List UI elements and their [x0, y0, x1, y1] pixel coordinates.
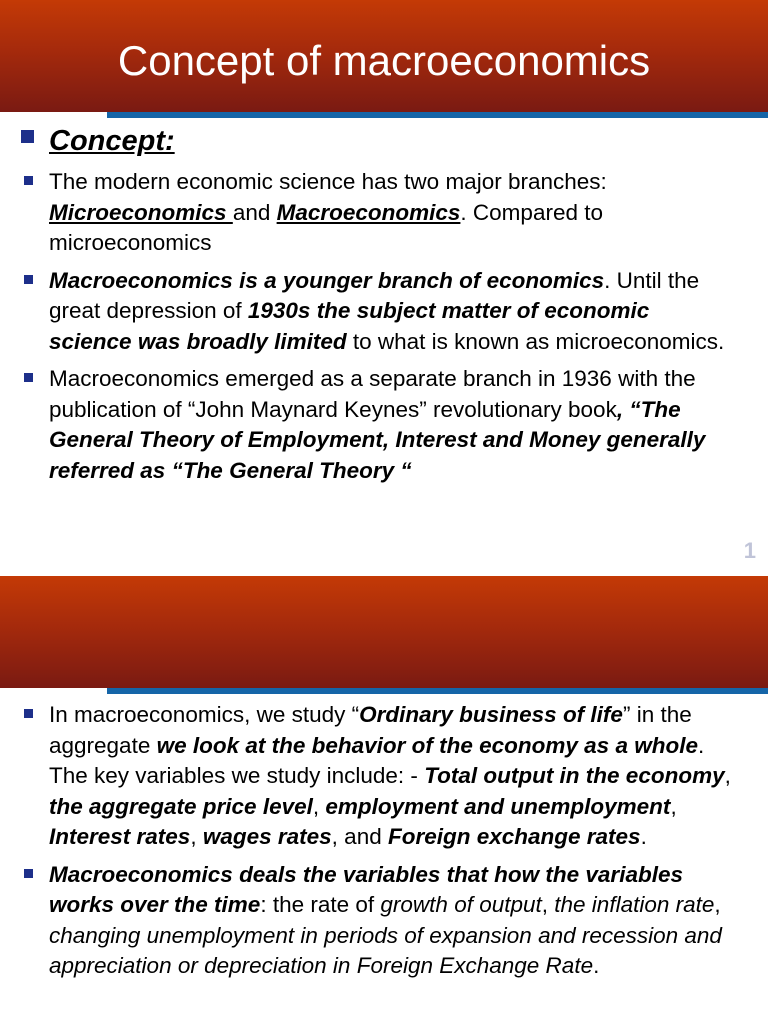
- bullet-item: [0, 167, 768, 259]
- text-run: ,: [190, 824, 203, 849]
- text-run: .: [640, 824, 647, 849]
- text-run: changing unemployment in periods of expansion and recession and appreciation or depreciation in Foreign Exchange Rate: [49, 922, 722, 978]
- slide-2: [0, 576, 768, 1024]
- square-bullet-icon: [24, 709, 33, 718]
- text-run: the inflation rate: [554, 892, 715, 917]
- text-run: , and: [331, 824, 388, 849]
- bullet-text: [49, 364, 732, 486]
- text-run: Foreign exchange rates: [387, 824, 641, 849]
- bullet-item: [0, 364, 768, 486]
- slide-content: [0, 122, 768, 493]
- header-rule: [107, 688, 768, 694]
- text-run: ,: [724, 763, 731, 788]
- bullet-text: [49, 266, 732, 358]
- text-run: 1930s the subject matter of economic science was broadly limited: [49, 298, 650, 354]
- bullet-item: [0, 266, 768, 358]
- bullet-text: [49, 167, 732, 259]
- text-run: ” in the aggregate: [49, 702, 692, 758]
- text-run: and: [232, 199, 277, 225]
- text-run: to what is known as microeconomics.: [346, 328, 725, 354]
- text-run: . The key variables we study include: -: [49, 732, 705, 788]
- slide-title: Concept of macroeconomics: [117, 37, 651, 84]
- text-run: , “The General Theory of Employment, Interest and Money generally referred as “The General Theory “: [49, 396, 706, 483]
- bullet-item: [0, 700, 768, 853]
- slide-header: [0, 0, 768, 112]
- text-run: ,: [541, 892, 555, 917]
- text-run: employment and unemployment: [325, 793, 671, 819]
- page-number: 1: [743, 538, 756, 563]
- text-run: Macroeconomics deals the variables that how the variables works over the time: [49, 861, 683, 917]
- square-bullet-icon: [21, 130, 34, 143]
- text-run: Total output in the economy: [424, 763, 725, 788]
- text-run: growth of output: [380, 892, 542, 917]
- text-run: .: [593, 953, 600, 978]
- text-run: ,: [714, 892, 721, 917]
- bullet-item: [0, 860, 768, 982]
- text-run: ,: [670, 793, 677, 819]
- text-run: Ordinary business of life: [359, 702, 623, 727]
- text-run: the aggregate price level: [49, 793, 313, 819]
- text-run: The modern economic science has two major branches:: [49, 169, 607, 194]
- text-run: ,: [312, 793, 326, 819]
- text-run: wages rates: [202, 824, 332, 849]
- square-bullet-icon: [24, 869, 33, 878]
- text-run: Microeconomics: [49, 199, 233, 225]
- text-run: In macroeconomics, we study “: [49, 702, 360, 727]
- text-run: Interest rates: [49, 824, 191, 849]
- slide-content: [0, 700, 768, 989]
- bullet-text: [49, 700, 732, 853]
- concept-heading: Concept:: [49, 125, 175, 157]
- text-run: . Until the great depression of: [49, 267, 700, 323]
- bullet-text: [49, 860, 732, 982]
- text-run: we look at the behavior of the economy as a whole: [156, 732, 698, 758]
- header-rule: [107, 112, 768, 118]
- text-run: : the rate of: [260, 892, 381, 917]
- slide-header: [0, 576, 768, 688]
- square-bullet-icon: [24, 373, 33, 382]
- square-bullet-icon: [24, 176, 33, 185]
- text-run: Macroeconomics: [276, 199, 461, 225]
- square-bullet-icon: [24, 275, 33, 284]
- text-run: . Compared to microeconomics: [49, 199, 603, 255]
- text-run: Macroeconomics emerged as a separate branch in 1936 with the publication of “John Maynard Keynes” revolutionary book: [49, 366, 696, 422]
- bullet-item-heading: [0, 122, 768, 160]
- text-run: Macroeconomics is a younger branch of economics: [49, 267, 605, 293]
